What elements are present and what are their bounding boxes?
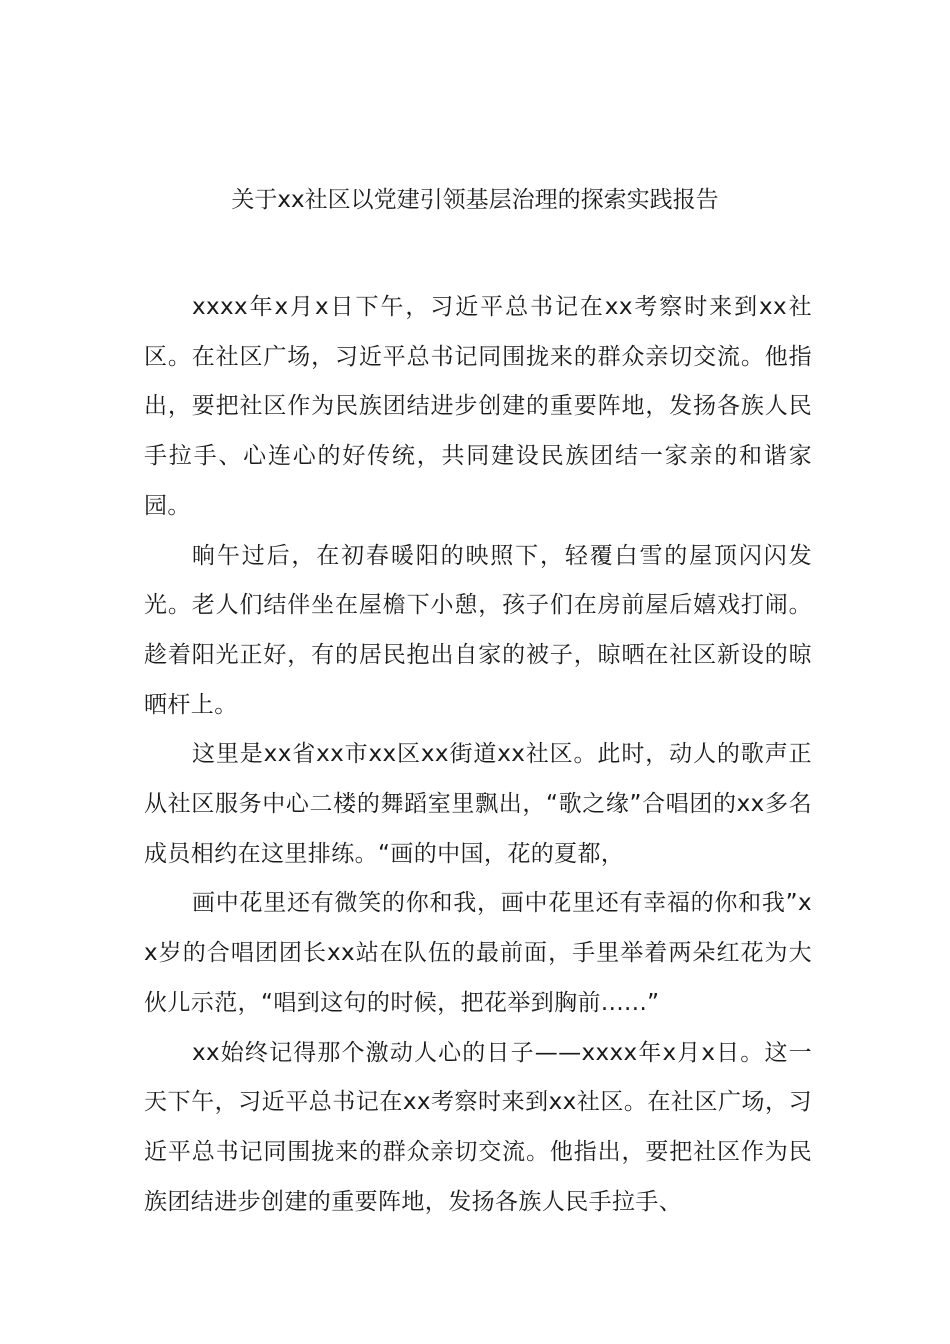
paragraph-3: 这里是xx省xx市xx区xx街道xx社区。此时，动人的歌声正从社区服务中心二楼的舞蹈室里飘出，“歌之缘”合唱团的xx多名成员相约在这里排练。“画的中国，花的夏都， — [144, 741, 812, 867]
paragraph-4: 画中花里还有微笑的你和我，画中花里还有幸福的你和我”xx岁的合唱团团长xx站在队伍的最前面，手里举着两朵红花为大伙儿示范，“唱到这句的时候，把花举到胸前......” — [144, 890, 812, 1016]
document-body — [144, 283, 812, 1227]
paragraph-2: 晌午过后，在初春暖阳的映照下，轻覆白雪的屋顶闪闪发光。老人们结伴坐在屋檐下小憩，孩子们在房前屋后嬉戏打闹。趁着阳光正好，有的居民抱出自家的被子，晾晒在社区新设的晾晒杆上。 — [144, 542, 812, 718]
paragraph-1: xxxx年x月x日下午，习近平总书记在xx考察时来到xx社区。在社区广场，习近平总书记同围拢来的群众亲切交流。他指出，要把社区作为民族团结进步创建的重要阵地，发扬各族人民手拉手、心连心的好传统，共同建设民族团结一家亲的和谐家园。 — [144, 294, 812, 519]
document-title: 关于xx社区以党建引领基层治理的探索实践报告 — [231, 187, 719, 213]
paragraph-5: xx始终记得那个激动人心的日子——xxxx年x月x日。这一天下午，习近平总书记在xx考察时来到xx社区。在社区广场，习近平总书记同围拢来的群众亲切交流。他指出，要把社区作为民族团结进步创建的重要阵地，发扬各族人民手拉手、 — [144, 1039, 812, 1215]
